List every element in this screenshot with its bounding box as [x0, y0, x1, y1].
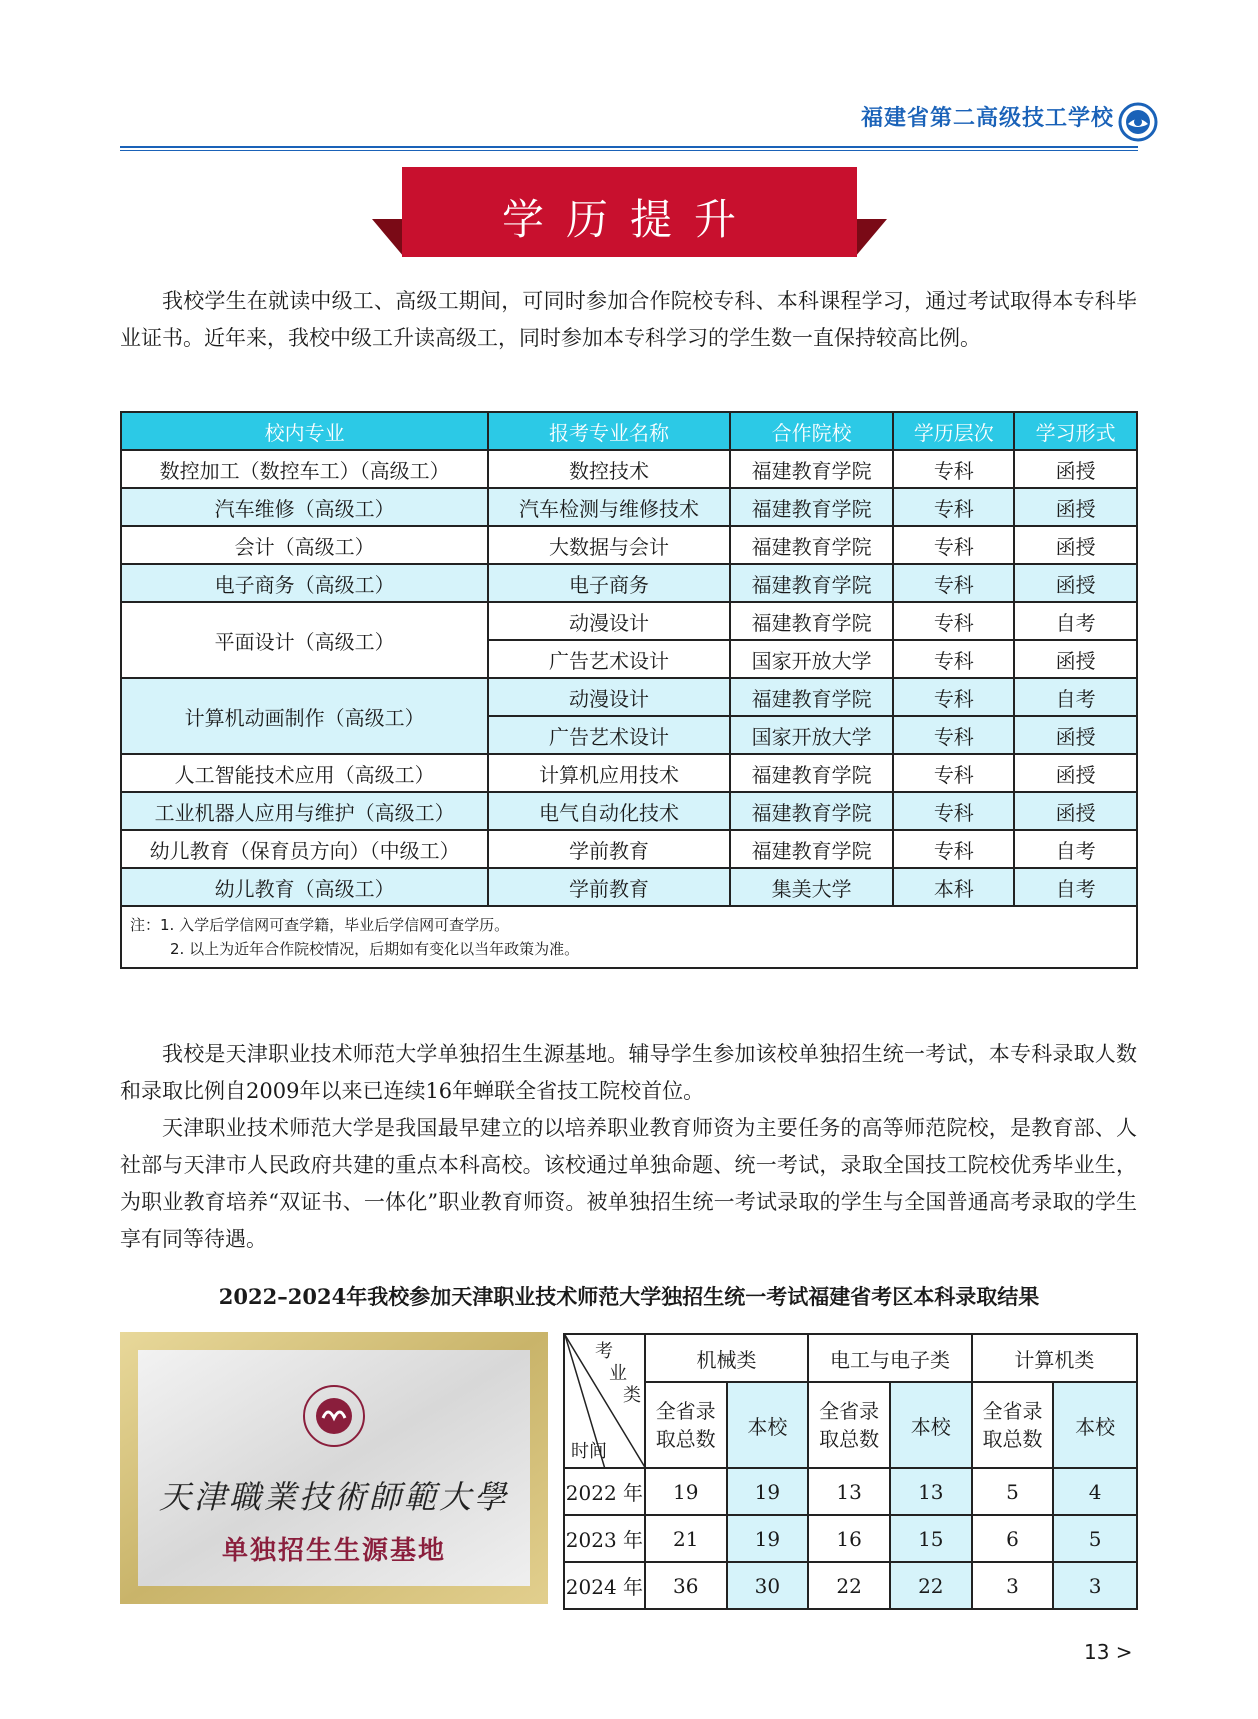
cell: 学前教育 — [488, 868, 730, 906]
year-cell: 2022 年 — [564, 1468, 645, 1515]
corner-header — [564, 1334, 645, 1468]
value-cell: 30 — [727, 1562, 809, 1609]
value-cell: 22 — [890, 1562, 972, 1609]
table-row — [121, 830, 1137, 868]
note-line-2: 2. 以上为近年合作院校情况，后期如有变化以当年政策为准。 — [170, 940, 580, 958]
results-sub-row — [564, 1382, 1137, 1468]
table-row — [121, 678, 1137, 716]
cell: 自考 — [1014, 602, 1137, 640]
cell: 动漫设计 — [488, 602, 730, 640]
table-row — [121, 602, 1137, 640]
value-cell: 15 — [890, 1515, 972, 1562]
page-number: 13 > — [1084, 1640, 1133, 1664]
cell: 专科 — [893, 754, 1014, 792]
col-header: 合作院校 — [730, 412, 894, 450]
cell: 广告艺术设计 — [488, 716, 730, 754]
cell: 福建教育学院 — [730, 488, 894, 526]
cell: 广告艺术设计 — [488, 640, 730, 678]
base-text: 我校是天津职业技术师范大学单独招生生源基地。辅导学生参加该校单独招生统一考试，本专科录取人数和录取比例自2009年以来已连续16年蝉联全省技工院校首位。 — [120, 1042, 1137, 1103]
results-table — [563, 1333, 1138, 1610]
value-cell: 13 — [890, 1468, 972, 1515]
value-cell: 3 — [972, 1562, 1054, 1609]
cell: 函授 — [1014, 450, 1137, 488]
cell: 专科 — [893, 678, 1014, 716]
category-header: 机械类 — [645, 1334, 808, 1382]
value-cell: 5 — [972, 1468, 1054, 1515]
sub-header-school: 本校 — [890, 1382, 972, 1468]
results-row — [564, 1562, 1137, 1609]
base-plaque — [120, 1332, 548, 1604]
category-header: 电工与电子类 — [808, 1334, 971, 1382]
cell: 会计（高级工） — [121, 526, 488, 564]
col-header: 学历层次 — [893, 412, 1014, 450]
programs-table — [120, 411, 1138, 969]
cell: 专科 — [893, 792, 1014, 830]
corner-label-top: 考 — [595, 1341, 613, 1362]
value-cell: 3 — [1053, 1562, 1137, 1609]
cell: 福建教育学院 — [730, 564, 894, 602]
table-row — [121, 754, 1137, 792]
cell: 福建教育学院 — [730, 830, 894, 868]
cell: 幼儿教育（保育员方向）（中级工） — [121, 830, 488, 868]
cell: 本科 — [893, 868, 1014, 906]
table-row — [121, 792, 1137, 830]
table-note — [121, 906, 1137, 968]
cell: 自考 — [1014, 678, 1137, 716]
value-cell: 13 — [808, 1468, 890, 1515]
category-header: 计算机类 — [972, 1334, 1137, 1382]
results-title: 2022–2024年我校参加天津职业技术师范大学独招生统一考试福建省考区本科录取结果 — [218, 1284, 1040, 1309]
cell: 汽车检测与维修技术 — [488, 488, 730, 526]
intro-paragraph — [120, 283, 1137, 357]
value-cell: 19 — [645, 1468, 727, 1515]
cell: 国家开放大学 — [730, 716, 894, 754]
header-divider — [120, 146, 1138, 148]
cell: 计算机应用技术 — [488, 754, 730, 792]
table-row — [121, 450, 1137, 488]
value-cell: 5 — [1053, 1515, 1137, 1562]
sub-header-total: 全省录取总数 — [645, 1382, 727, 1468]
cell: 电子商务（高级工） — [121, 564, 488, 602]
cell: 数控技术 — [488, 450, 730, 488]
value-cell: 21 — [645, 1515, 727, 1562]
value-cell: 36 — [645, 1562, 727, 1609]
cell: 计算机动画制作（高级工） — [121, 678, 488, 754]
table-row — [121, 564, 1137, 602]
cell: 福建教育学院 — [730, 678, 894, 716]
cell: 自考 — [1014, 868, 1137, 906]
university-paragraph — [120, 1110, 1137, 1258]
cell: 汽车维修（高级工） — [121, 488, 488, 526]
value-cell: 6 — [972, 1515, 1054, 1562]
page-title: 学历提升 — [501, 195, 758, 244]
cell: 函授 — [1014, 792, 1137, 830]
cell: 平面设计（高级工） — [121, 602, 488, 678]
school-name: 福建省第二高级技工学校 — [860, 106, 1114, 131]
cell: 专科 — [893, 526, 1014, 564]
cell: 大数据与会计 — [488, 526, 730, 564]
cell: 福建教育学院 — [730, 526, 894, 564]
value-cell: 22 — [808, 1562, 890, 1609]
cell: 电子商务 — [488, 564, 730, 602]
corner-label-mid: 业 — [609, 1363, 627, 1384]
cell: 动漫设计 — [488, 678, 730, 716]
cell: 福建教育学院 — [730, 450, 894, 488]
table-row — [121, 488, 1137, 526]
sub-header-school: 本校 — [1053, 1382, 1137, 1468]
cell: 专科 — [893, 564, 1014, 602]
results-category-row — [564, 1334, 1137, 1382]
plaque-caption: 单独招生生源基地 — [221, 1536, 446, 1566]
sub-header-school: 本校 — [727, 1382, 809, 1468]
cell: 学前教育 — [488, 830, 730, 868]
cell: 函授 — [1014, 488, 1137, 526]
cell: 专科 — [893, 602, 1014, 640]
header-divider-thin — [120, 150, 1138, 151]
year-cell: 2023 年 — [564, 1515, 645, 1562]
col-header: 报考专业名称 — [488, 412, 730, 450]
value-cell: 19 — [727, 1515, 809, 1562]
cell: 专科 — [893, 716, 1014, 754]
intro-text: 我校学生在就读中级工、高级工期间，可同时参加合作院校专科、本科课程学习，通过考试取得本专科毕业证书。近年来，我校中级工升读高级工，同时参加本专科学习的学生数一直保持较高比例。 — [120, 289, 1137, 350]
corner-label-bottom: 时间 — [571, 1441, 607, 1462]
cell: 福建教育学院 — [730, 602, 894, 640]
col-header: 学习形式 — [1014, 412, 1137, 450]
cell: 福建教育学院 — [730, 754, 894, 792]
cell: 福建教育学院 — [730, 792, 894, 830]
base-paragraph — [120, 1036, 1137, 1110]
cell: 集美大学 — [730, 868, 894, 906]
corner-label-right: 类 — [623, 1385, 641, 1406]
cell: 电气自动化技术 — [488, 792, 730, 830]
value-cell: 19 — [727, 1468, 809, 1515]
col-header: 校内专业 — [121, 412, 488, 450]
value-cell: 16 — [808, 1515, 890, 1562]
results-row — [564, 1515, 1137, 1562]
cell: 幼儿教育（高级工） — [121, 868, 488, 906]
sub-header-total: 全省录取总数 — [808, 1382, 890, 1468]
cell: 函授 — [1014, 716, 1137, 754]
cell: 专科 — [893, 450, 1014, 488]
plaque-university: 天津職業技術師範大學 — [158, 1478, 509, 1516]
cell: 专科 — [893, 830, 1014, 868]
cell: 函授 — [1014, 526, 1137, 564]
sub-header-total: 全省录取总数 — [972, 1382, 1054, 1468]
table-header-row — [121, 412, 1137, 450]
cell: 工业机器人应用与维护（高级工） — [121, 792, 488, 830]
school-logo-icon — [1118, 102, 1158, 142]
table-row — [121, 526, 1137, 564]
cell: 专科 — [893, 488, 1014, 526]
cell: 数控加工（数控车工）（高级工） — [121, 450, 488, 488]
cell: 函授 — [1014, 640, 1137, 678]
value-cell: 4 — [1053, 1468, 1137, 1515]
table-note-row — [121, 906, 1137, 968]
cell: 自考 — [1014, 830, 1137, 868]
note-line-1: 注：1. 入学后学信网可查学籍，毕业后学信网可查学历。 — [130, 916, 510, 934]
table-row — [121, 868, 1137, 906]
cell: 专科 — [893, 640, 1014, 678]
university-text: 天津职业技术师范大学是我国最早建立的以培养职业教育师资为主要任务的高等师范院校，是教育部、人社部与天津市人民政府共建的重点本科高校。该校通过单独命题、统一考试，录取全国技工院校优秀毕业生，为职业教育培养“双证书、一体化”职业教育师资。被单独招生统一考试录取的学生与全国普通高考录取的学生享有同等待遇。 — [120, 1116, 1137, 1251]
cell: 函授 — [1014, 754, 1137, 792]
cell: 函授 — [1014, 564, 1137, 602]
cell: 人工智能技术应用（高级工） — [121, 754, 488, 792]
results-row — [564, 1468, 1137, 1515]
year-cell: 2024 年 — [564, 1562, 645, 1609]
cell: 国家开放大学 — [730, 640, 894, 678]
